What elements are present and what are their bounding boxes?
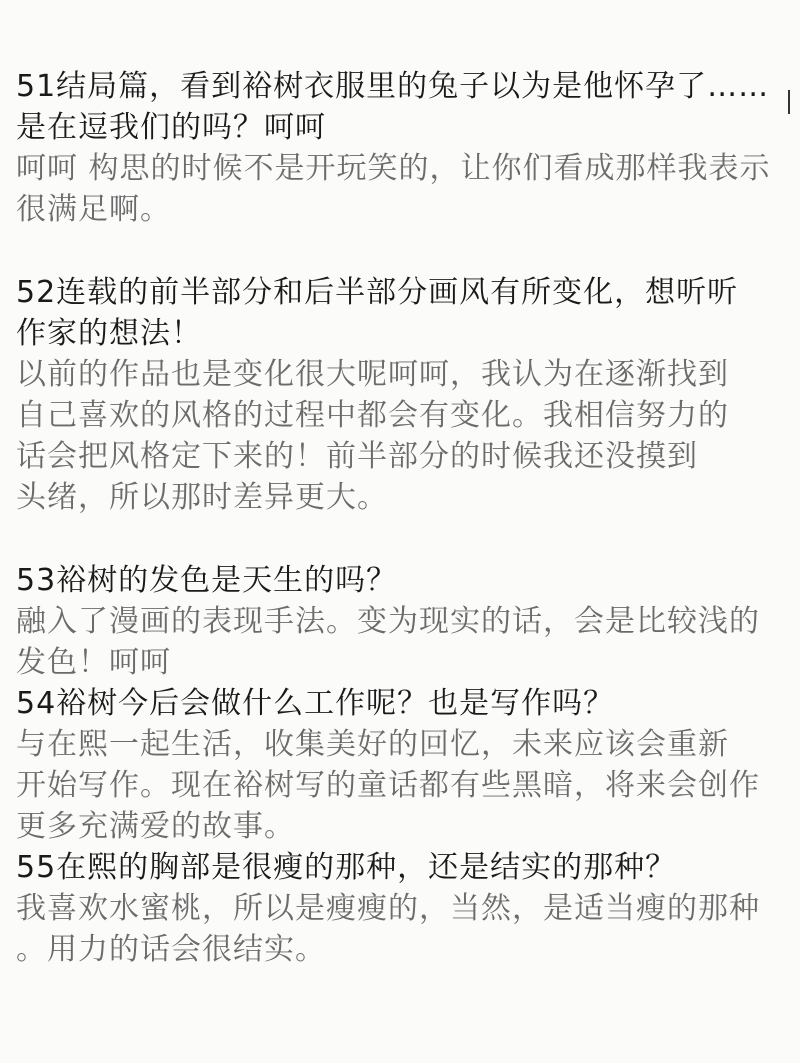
answer-line: 更多充满爱的故事。	[16, 809, 295, 844]
answer-line: 以前的作品也是变化很大呢呵呵，我认为在逐渐找到	[16, 357, 729, 392]
question-line: 53裕树的发色是天生的吗？	[16, 563, 398, 598]
question-line: 52连载的前半部分和后半部分画风有所变化，想听听	[16, 275, 739, 310]
scroll-indicator	[788, 90, 790, 114]
qa-item-53	[16, 560, 786, 683]
answer-line: 开始写作。现在裕树写的童话都有些黑暗，将来会创作	[16, 768, 760, 803]
spacer	[16, 518, 786, 560]
question-line: 51结局篇，看到裕树衣服里的兔子以为是他怀孕了……	[16, 69, 770, 104]
answer-line: 。用力的话会很结实。	[16, 932, 326, 967]
answer-line: 融入了漫画的表现手法。变为现实的话，会是比较浅的	[16, 604, 760, 639]
answer-line: 呵呵 构思的时候不是开玩笑的，让你们看成那样我表示	[16, 151, 771, 186]
qa-item-51	[16, 66, 786, 230]
answer-line: 头绪，所以那时差异更大。	[16, 480, 388, 515]
question-line: 作家的想法！	[16, 316, 202, 351]
spacer	[16, 230, 786, 272]
answer-line: 与在熙一起生活，收集美好的回忆，未来应该会重新	[16, 727, 729, 762]
answer-line: 我喜欢水蜜桃，所以是瘦瘦的，当然，是适当瘦的那种	[16, 891, 760, 926]
qa-item-54	[16, 683, 786, 847]
qa-item-55	[16, 847, 786, 970]
qa-item-52	[16, 272, 786, 518]
answer-line: 很满足啊。	[16, 192, 171, 227]
answer-line: 话会把风格定下来的！前半部分的时候我还没摸到	[16, 439, 698, 474]
answer-line: 发色！呵呵	[16, 645, 171, 680]
answer-line: 自己喜欢的风格的过程中都会有变化。我相信努力的	[16, 398, 729, 433]
question-line: 是在逗我们的吗？呵呵	[16, 110, 326, 145]
qa-list	[16, 66, 786, 970]
question-line: 54裕树今后会做什么工作呢？也是写作吗？	[16, 686, 615, 721]
question-line: 55在熙的胸部是很瘦的那种，还是结实的那种？	[16, 850, 677, 885]
